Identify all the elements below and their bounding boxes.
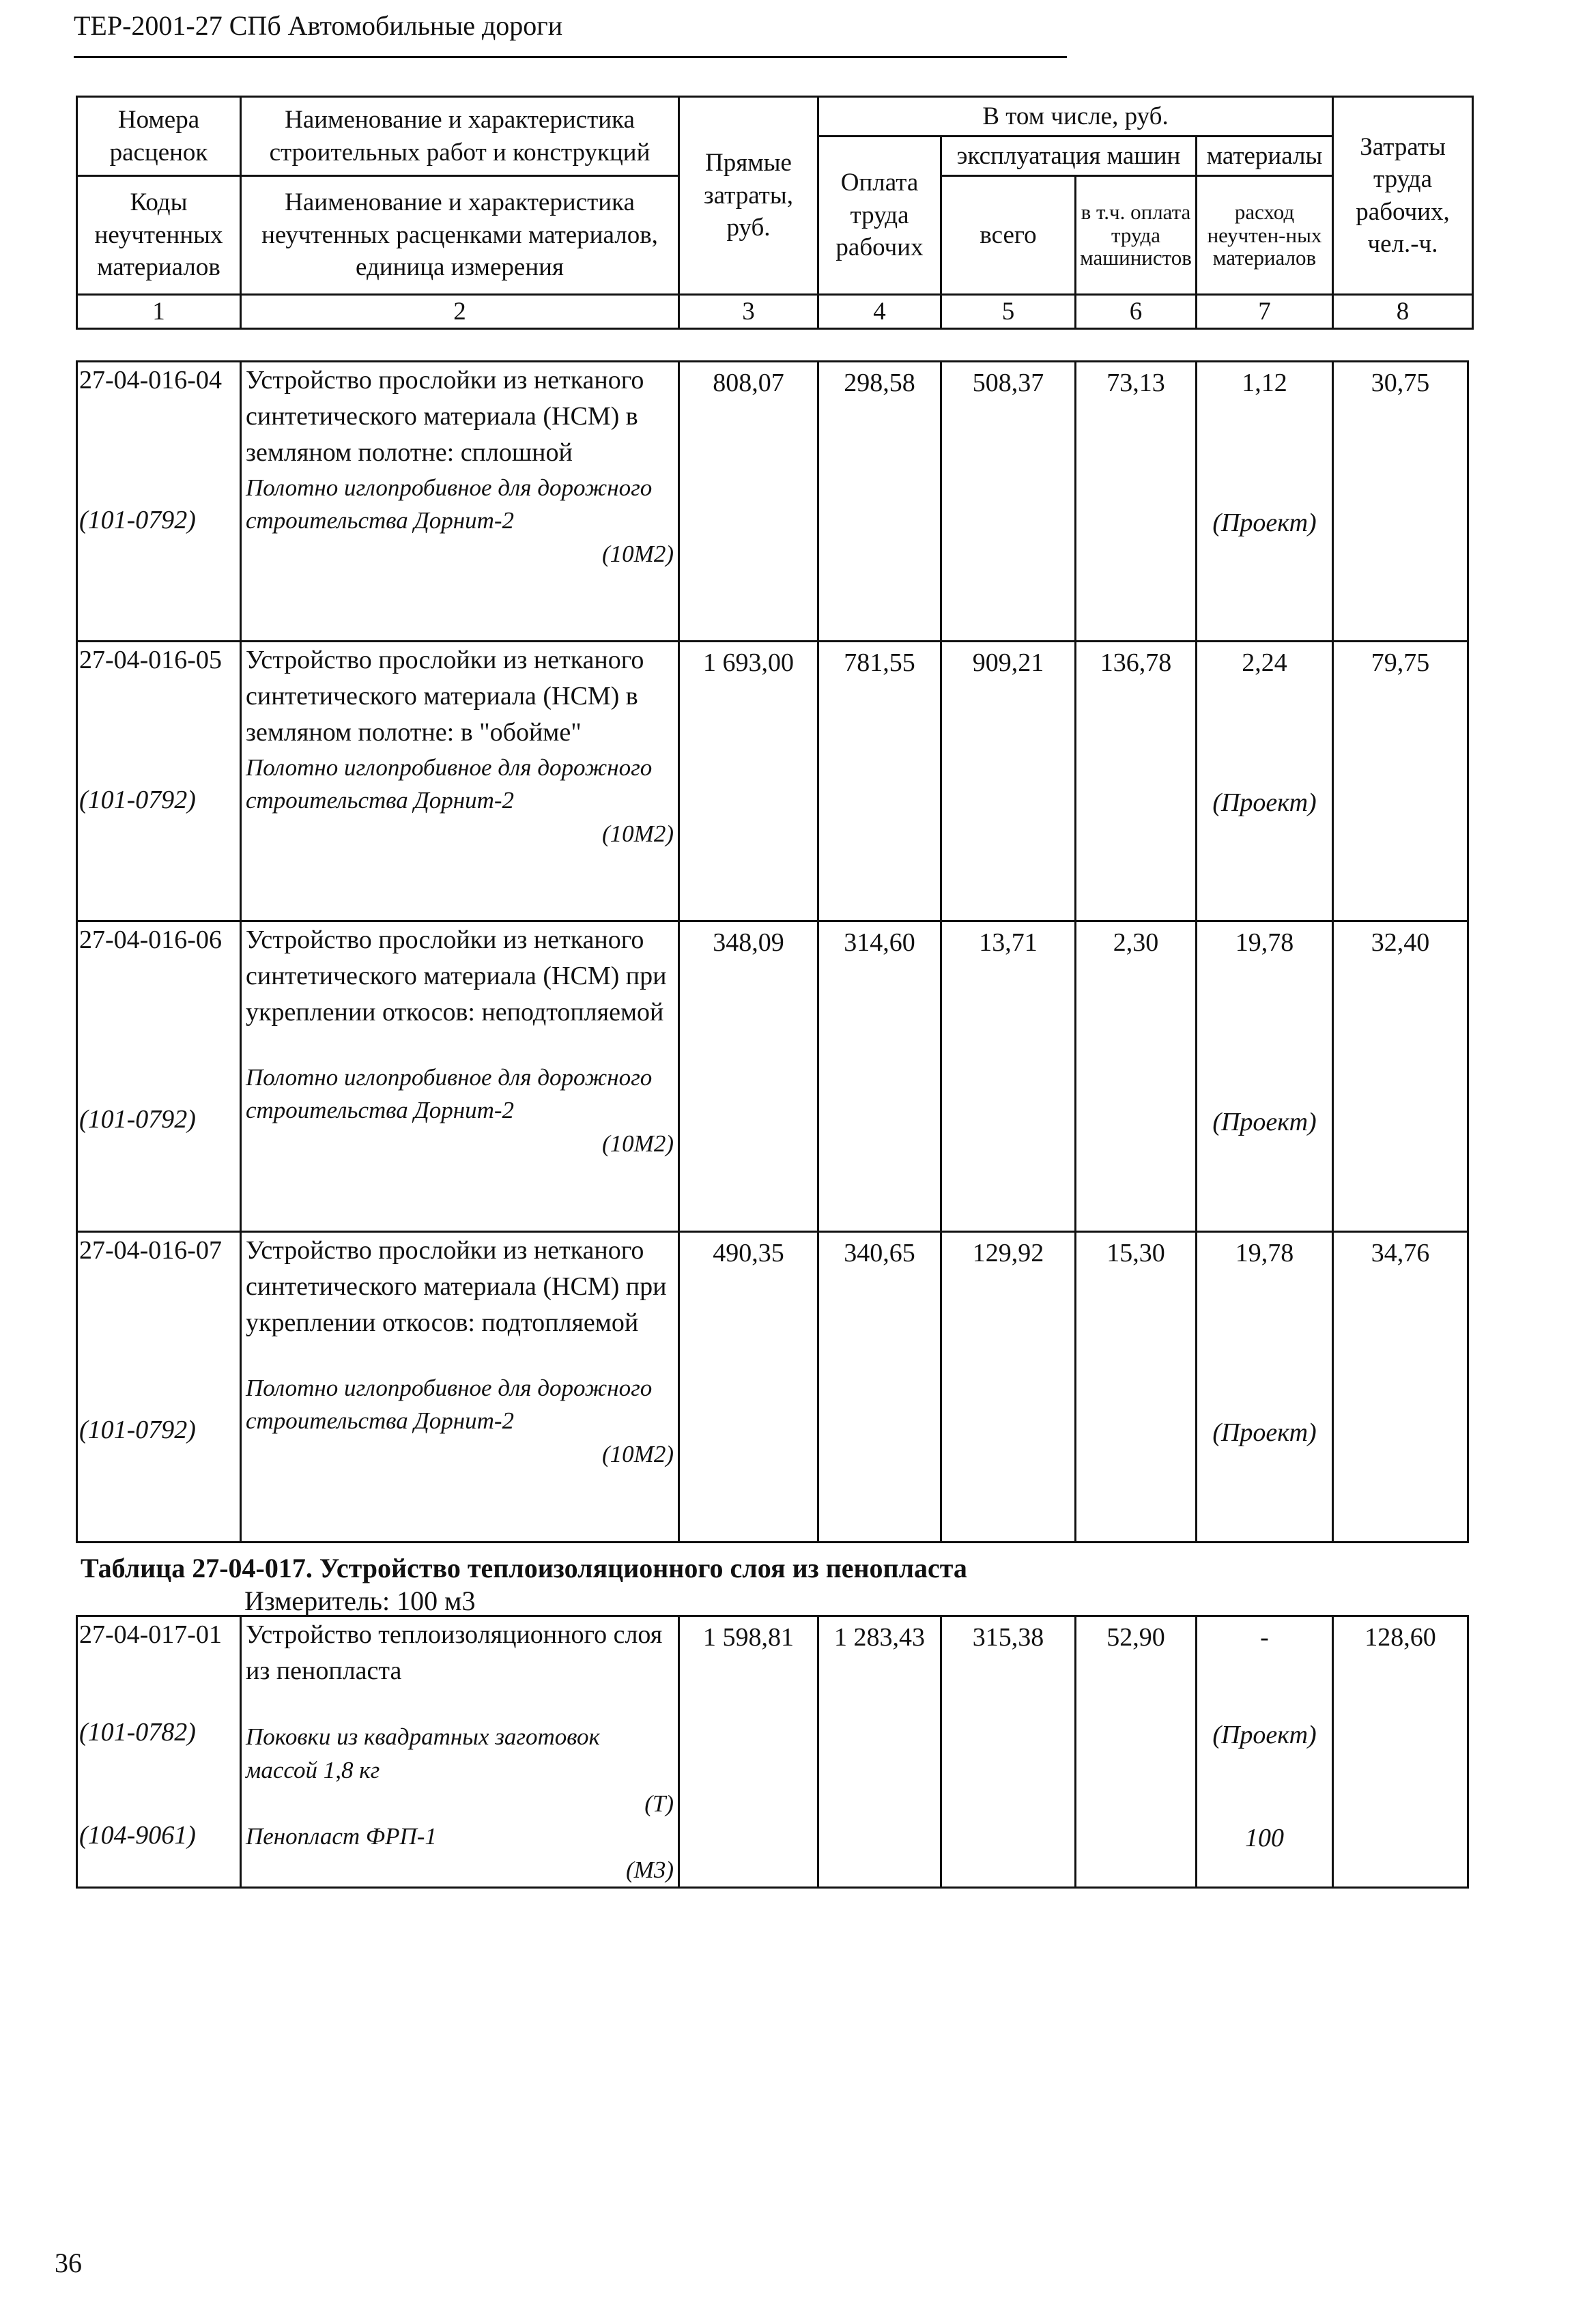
direct-cost: 808,07	[679, 362, 818, 642]
labor-cost: 1 283,43	[818, 1616, 941, 1888]
rate-name: Устройство прослойки из нетканого синтетического материала (НСМ) в земляном полотне: сплошной	[246, 366, 644, 468]
table-017-caption: Таблица 27-04-017. Устройство теплоизоляционного слоя из пенопласта	[81, 1553, 967, 1583]
material-unit: (М3)	[626, 1856, 674, 1884]
rate-code: 27-04-016-04	[79, 366, 222, 394]
machines-header: эксплуатация машин	[941, 137, 1197, 176]
material-name: Пенопласт ФРП-1	[246, 1822, 437, 1850]
material-name: Полотно иглопробивное для дорожного строительства Дорнит-2	[246, 474, 653, 534]
material-value: (Проект)	[1212, 1721, 1317, 1750]
material-amount: 1,12	[1242, 369, 1287, 397]
material-name: Полотно иглопробивное для дорожного строительства Дорнит-2	[246, 1063, 653, 1123]
col8-header: Затраты труда рабочих, чел.-ч.	[1333, 97, 1473, 295]
material-unit: (10М2)	[602, 541, 674, 568]
machines-cost: 315,38	[941, 1616, 1076, 1888]
rate-row	[77, 642, 1468, 921]
col3-header: Прямые затраты, руб.	[679, 97, 818, 295]
rate-row	[77, 362, 1468, 642]
rate-name-cell	[241, 642, 679, 921]
material-name: Поковки из квадратных заготовок массой 1,8 кг	[246, 1723, 600, 1783]
col-number: 6	[1076, 295, 1197, 329]
rate-name: Устройство прослойки из нетканого синтетического материала (НСМ) в земляном полотне: в "обойме"	[246, 646, 644, 747]
rate-row	[77, 921, 1468, 1232]
rate-name-cell	[241, 1232, 679, 1543]
material-unit: (10М2)	[602, 1130, 674, 1158]
material-value: (Проект)	[1212, 788, 1317, 818]
material-value: 100	[1245, 1824, 1284, 1853]
rate-row	[77, 1232, 1468, 1543]
rate-row	[77, 1616, 1468, 1888]
rate-code-cell	[77, 1232, 241, 1543]
col2-top-header: Наименование и характеристика строительных работ и конструкций	[241, 97, 679, 176]
machinists-cost: 52,90	[1076, 1616, 1197, 1888]
rate-name-cell	[241, 362, 679, 642]
direct-cost: 1 693,00	[679, 642, 818, 921]
page-number: 36	[55, 2248, 82, 2278]
material-unit: (10М2)	[602, 1441, 674, 1468]
labor-cost: 314,60	[818, 921, 941, 1232]
col-number: 2	[241, 295, 679, 329]
material-cell	[1197, 362, 1333, 642]
labor-cost: 298,58	[818, 362, 941, 642]
rates-table-016	[76, 360, 1469, 1543]
material-amount: 2,24	[1242, 648, 1287, 677]
col-number: 7	[1197, 295, 1333, 329]
labor-hours: 30,75	[1333, 362, 1468, 642]
machines-cost: 909,21	[941, 642, 1076, 921]
col-number: 8	[1333, 295, 1473, 329]
col6-header: в т.ч. оплата труда машинистов	[1076, 176, 1197, 295]
rate-code: 27-04-016-06	[79, 926, 222, 954]
rate-name: Устройство прослойки из нетканого синтетического материала (НСМ) при укреплении откосов: неподтопляемой	[246, 926, 667, 1027]
rate-code-cell	[77, 362, 241, 642]
material-code: (104-9061)	[79, 1821, 196, 1850]
col1-bottom-header: Коды неучтенных материалов	[77, 176, 241, 295]
machines-cost: 129,92	[941, 1232, 1076, 1543]
material-cell	[1197, 921, 1333, 1232]
machinists-cost: 136,78	[1076, 642, 1197, 921]
table-017-meter: Измеритель: 100 м3	[244, 1586, 476, 1616]
material-amount: -	[1260, 1623, 1269, 1652]
col2-bottom-header: Наименование и характеристика неучтенных расценками материалов, единица измерения	[241, 176, 679, 295]
rate-name-cell	[241, 1616, 679, 1888]
rate-name: Устройство теплоизоляционного слоя из пенопласта	[246, 1620, 663, 1686]
material-code: (101-0792)	[79, 1416, 196, 1445]
rate-code-cell	[77, 921, 241, 1232]
rates-table-017	[76, 1615, 1469, 1889]
material-code: (101-0782)	[79, 1718, 196, 1747]
col7-header: расход неучтен-ных материалов	[1197, 176, 1333, 295]
rate-code: 27-04-017-01	[79, 1620, 222, 1649]
header-rule	[74, 56, 1067, 58]
col-number: 5	[941, 295, 1076, 329]
col5-header: всего	[941, 176, 1076, 295]
rate-code-cell	[77, 1616, 241, 1888]
machinists-cost: 15,30	[1076, 1232, 1197, 1543]
page-header: ТЕР-2001-27 СПб Автомобильные дороги	[74, 10, 563, 41]
material-name: Полотно иглопробивное для дорожного строительства Дорнит-2	[246, 754, 653, 814]
group-header: В том числе, руб.	[818, 97, 1333, 137]
material-name: Полотно иглопробивное для дорожного строительства Дорнит-2	[246, 1374, 653, 1434]
material-code: (101-0792)	[79, 506, 196, 535]
machinists-cost: 2,30	[1076, 921, 1197, 1232]
machinists-cost: 73,13	[1076, 362, 1197, 642]
material-unit: (Т)	[644, 1790, 674, 1817]
col-number: 1	[77, 295, 241, 329]
rate-name: Устройство прослойки из нетканого синтетического материала (НСМ) при укреплении откосов: подтопляемой	[246, 1236, 667, 1338]
material-value: (Проект)	[1212, 1418, 1317, 1448]
material-value: (Проект)	[1212, 508, 1317, 538]
material-code: (101-0792)	[79, 786, 196, 815]
material-unit: (10М2)	[602, 820, 674, 848]
col-number: 4	[818, 295, 941, 329]
material-cell	[1197, 642, 1333, 921]
material-amount: 19,78	[1235, 928, 1294, 957]
rate-code: 27-04-016-07	[79, 1236, 222, 1265]
rate-name-cell	[241, 921, 679, 1232]
material-value: (Проект)	[1212, 1108, 1317, 1137]
material-code: (101-0792)	[79, 1105, 196, 1134]
labor-hours: 79,75	[1333, 642, 1468, 921]
direct-cost: 1 598,81	[679, 1616, 818, 1888]
labor-hours: 34,76	[1333, 1232, 1468, 1543]
machines-cost: 508,37	[941, 362, 1076, 642]
labor-hours: 32,40	[1333, 921, 1468, 1232]
direct-cost: 490,35	[679, 1232, 818, 1543]
labor-cost: 781,55	[818, 642, 941, 921]
col1-top-header: Номера расценок	[77, 97, 241, 176]
direct-cost: 348,09	[679, 921, 818, 1232]
rate-code-cell	[77, 642, 241, 921]
rate-code: 27-04-016-05	[79, 646, 222, 674]
column-header-table	[76, 96, 1474, 330]
material-cell	[1197, 1232, 1333, 1543]
labor-hours: 128,60	[1333, 1616, 1468, 1888]
machines-cost: 13,71	[941, 921, 1076, 1232]
col-number: 3	[679, 295, 818, 329]
material-amount: 19,78	[1235, 1239, 1294, 1267]
col4-header: Оплата труда рабочих	[818, 137, 941, 295]
material-cell	[1197, 1616, 1333, 1888]
labor-cost: 340,65	[818, 1232, 941, 1543]
materials-header: материалы	[1197, 137, 1333, 176]
